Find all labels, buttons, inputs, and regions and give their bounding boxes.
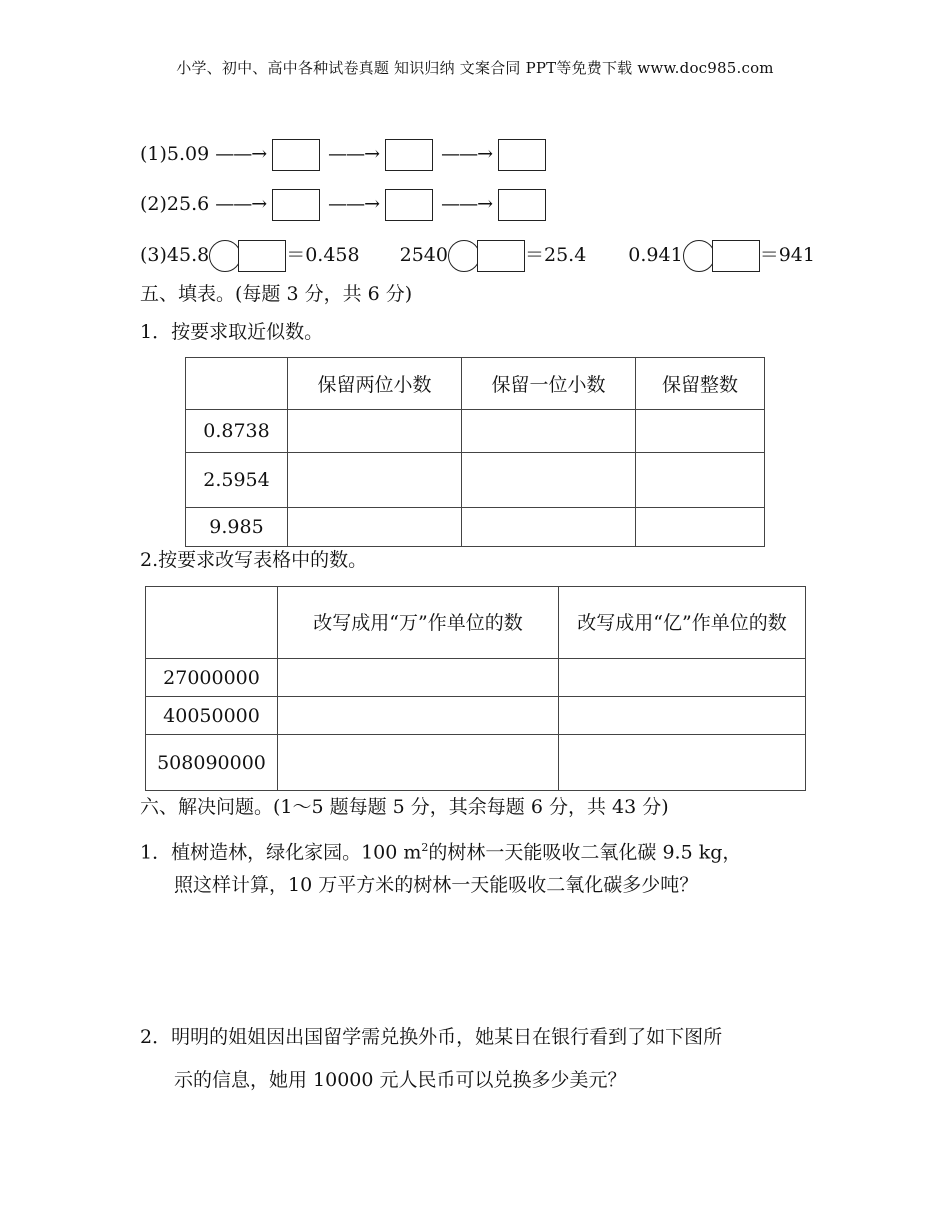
arrow: ——→	[441, 193, 492, 215]
question-5-1: 1．按要求取近似数。	[140, 321, 324, 343]
operator-result-3: ＝941	[759, 244, 815, 266]
operator-circle[interactable]	[209, 240, 241, 272]
answer-cell[interactable]	[278, 659, 559, 697]
answer-box[interactable]	[498, 139, 546, 171]
table-header-cell	[146, 587, 278, 659]
answer-box[interactable]	[477, 240, 525, 272]
question-5-2: 2.按要求改写表格中的数。	[140, 549, 368, 571]
problem-2-line-1: 2．明明的姐姐因出国留学需兑换外币，她某日在银行看到了如下图所	[140, 1026, 723, 1048]
answer-cell[interactable]	[288, 410, 462, 453]
table-header-cell: 保留一位小数	[462, 358, 636, 410]
chain-row-2	[140, 189, 546, 221]
answer-cell[interactable]	[636, 453, 765, 508]
answer-cell[interactable]	[462, 508, 636, 547]
answer-cell[interactable]	[278, 697, 559, 735]
operator-result-2: ＝25.4	[524, 244, 587, 266]
table-header-cell: 改写成用“亿”作单位的数	[559, 587, 806, 659]
answer-cell[interactable]	[559, 697, 806, 735]
answer-box[interactable]	[498, 189, 546, 221]
page-header: 小学、初中、高中各种试卷真题 知识归纳 文案合同 PPT等免费下载 www.doc985.com	[176, 59, 774, 77]
answer-cell[interactable]	[288, 453, 462, 508]
table-row-label: 2.5954	[186, 453, 288, 508]
answer-box[interactable]	[238, 240, 286, 272]
answer-cell[interactable]	[559, 659, 806, 697]
arrow: ——→	[215, 193, 267, 215]
answer-cell[interactable]	[462, 453, 636, 508]
section-6-title: 六、解决问题。(1～5 题每题 5 分，其余每题 6 分，共 43 分)	[140, 796, 669, 818]
answer-box[interactable]	[272, 189, 320, 221]
problem-1-text-a: 1．植树造林，绿化家园。100 m	[140, 841, 422, 864]
superscript: 2	[421, 841, 429, 854]
table-row-label: 0.8738	[186, 410, 288, 453]
table-row-label: 508090000	[146, 735, 278, 791]
chain-row-1	[140, 139, 546, 171]
answer-cell[interactable]	[462, 410, 636, 453]
arrow: ——→	[215, 143, 267, 165]
answer-cell[interactable]	[636, 508, 765, 547]
table-row-label: 9.985	[186, 508, 288, 547]
operator-label-2: 2540	[399, 244, 448, 266]
operator-result-1: ＝0.458	[286, 244, 360, 266]
section-5-title: 五、填表。(每题 3 分，共 6 分)	[140, 283, 413, 305]
rewrite-table	[145, 586, 806, 791]
table-header-cell: 保留两位小数	[288, 358, 462, 410]
answer-box[interactable]	[385, 139, 433, 171]
problem-1-line-2: 照这样计算，10 万平方米的树林一天能吸收二氧化碳多少吨？	[174, 874, 699, 896]
answer-cell[interactable]	[288, 508, 462, 547]
problem-1-line-1	[140, 836, 741, 864]
table-row-label: 40050000	[146, 697, 278, 735]
operator-label-3: 0.941	[628, 244, 683, 266]
answer-box[interactable]	[272, 139, 320, 171]
problem-1-text-b: 的树林一天能吸收二氧化碳 9.5 kg，	[428, 841, 742, 864]
problem-2-line-2: 示的信息，她用 10000 元人民币可以兑换多少美元？	[174, 1069, 627, 1091]
arrow: ——→	[328, 193, 380, 215]
operator-circle[interactable]	[448, 240, 480, 272]
answer-cell[interactable]	[559, 735, 806, 791]
rounding-table	[185, 357, 765, 547]
table-header-cell: 保留整数	[636, 358, 765, 410]
chain-row-label: (1)5.09	[140, 143, 210, 165]
arrow: ——→	[441, 143, 492, 165]
operator-label-1: (3)45.8	[140, 244, 210, 266]
chain-row-label: (2)25.6	[140, 193, 210, 215]
arrow: ——→	[328, 143, 380, 165]
table-row-label: 27000000	[146, 659, 278, 697]
operator-circle[interactable]	[683, 240, 715, 272]
answer-box[interactable]	[712, 240, 760, 272]
answer-cell[interactable]	[278, 735, 559, 791]
answer-cell[interactable]	[636, 410, 765, 453]
operator-row	[140, 240, 815, 272]
table-header-cell: 改写成用“万”作单位的数	[278, 587, 559, 659]
table-header-cell	[186, 358, 288, 410]
answer-box[interactable]	[385, 189, 433, 221]
